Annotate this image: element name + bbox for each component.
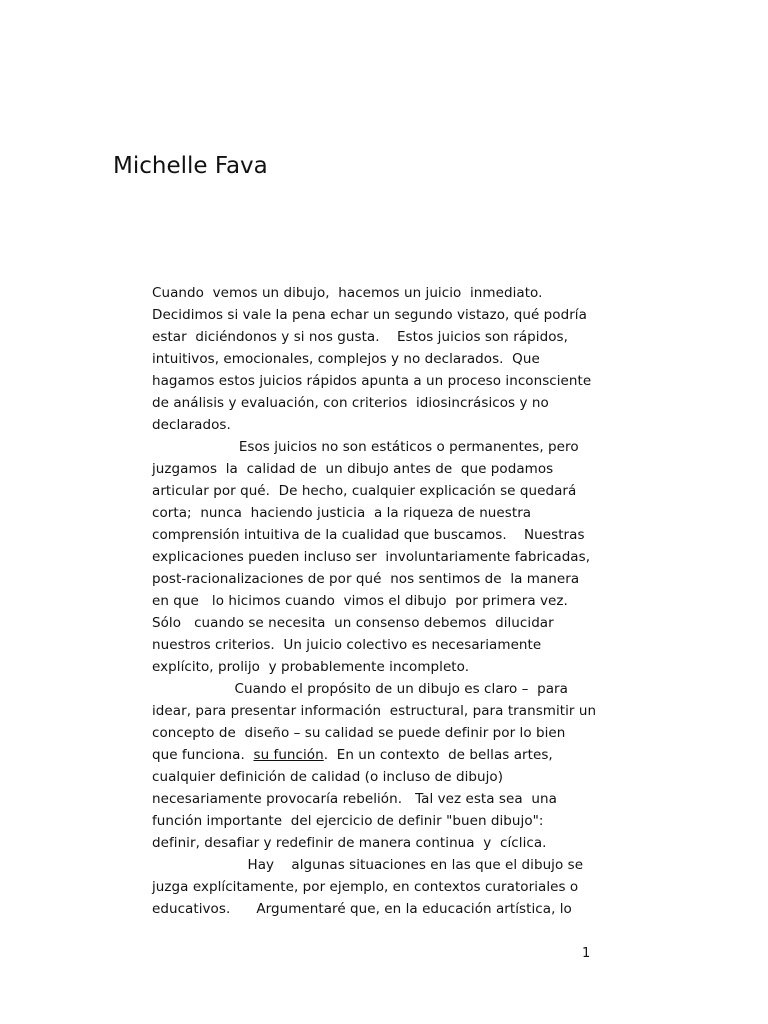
text-line: juzga explícitamente, por ejemplo, en contextos curatoriales o: [152, 879, 579, 895]
text-line: declarados.: [152, 417, 231, 433]
text-fragment: . En un contexto de bellas artes,: [323, 747, 553, 763]
text-line: idear, para presentar información estructural, para transmitir un: [152, 703, 597, 719]
text-line: articular por qué. De hecho, cualquier explicación se quedará: [152, 483, 577, 499]
text-line: función importante del ejercicio de definir "buen dibujo":: [152, 813, 544, 829]
text-line: Decidimos si vale la pena echar un segundo vistazo, qué podría: [152, 307, 587, 323]
text-line: corta; nunca haciendo justicia a la riqueza de nuestra: [152, 505, 532, 521]
text-line: explicaciones pueden incluso ser involuntariamente fabricadas,: [152, 549, 591, 565]
text-line: educativos. Argumentaré que, en la educación artística, lo: [152, 901, 572, 917]
text-line: intuitivos, emocionales, complejos y no declarados. Que: [152, 351, 540, 367]
text-line: definir, desafiar y redefinir de manera continua y cíclica.: [152, 835, 547, 851]
text-line: explícito, prolijo y probablemente incompleto.: [152, 659, 470, 675]
text-line-with-underline: [152, 744, 662, 766]
text-line: post-racionalizaciones de por qué nos sentimos de la manera: [152, 571, 580, 587]
text-line: comprensión intuitiva de la cualidad que buscamos. Nuestras: [152, 527, 585, 543]
text-line: Cuando vemos un dibujo, hacemos un juicio inmediato.: [152, 285, 543, 301]
text-line: de análisis y evaluación, con criterios idiosincrásicos y no: [152, 395, 549, 411]
text-line: necesariamente provocaría rebelión. Tal vez esta sea una: [152, 791, 557, 807]
text-line: hagamos estos juicios rápidos apunta a un proceso inconsciente: [152, 373, 592, 389]
body-text: [152, 282, 662, 920]
text-line: Cuando el propósito de un dibujo es claro – para: [152, 681, 568, 697]
text-line: en que lo hicimos cuando vimos el dibujo por primera vez.: [152, 593, 568, 609]
text-line: nuestros criterios. Un juicio colectivo es necesariamente: [152, 637, 542, 653]
underlined-phrase: su función: [253, 747, 324, 763]
text-line: Sólo cuando se necesita un consenso debemos dilucidar: [152, 615, 554, 631]
text-line: Esos juicios no son estáticos o permanentes, pero: [152, 439, 579, 455]
text-fragment: que funciona.: [152, 747, 254, 763]
text-line: estar diciéndonos y si nos gusta. Estos juicios son rápidos,: [152, 329, 568, 345]
text-line: juzgamos la calidad de un dibujo antes de que podamos: [152, 461, 554, 477]
text-line: Hay algunas situaciones en las que el dibujo se: [152, 857, 584, 873]
text-line: cualquier definición de calidad (o incluso de dibujo): [152, 769, 504, 785]
page-number: 1: [582, 946, 591, 961]
author-name: Michelle Fava: [113, 153, 268, 179]
text-line: concepto de diseño – su calidad se puede definir por lo bien: [152, 725, 566, 741]
